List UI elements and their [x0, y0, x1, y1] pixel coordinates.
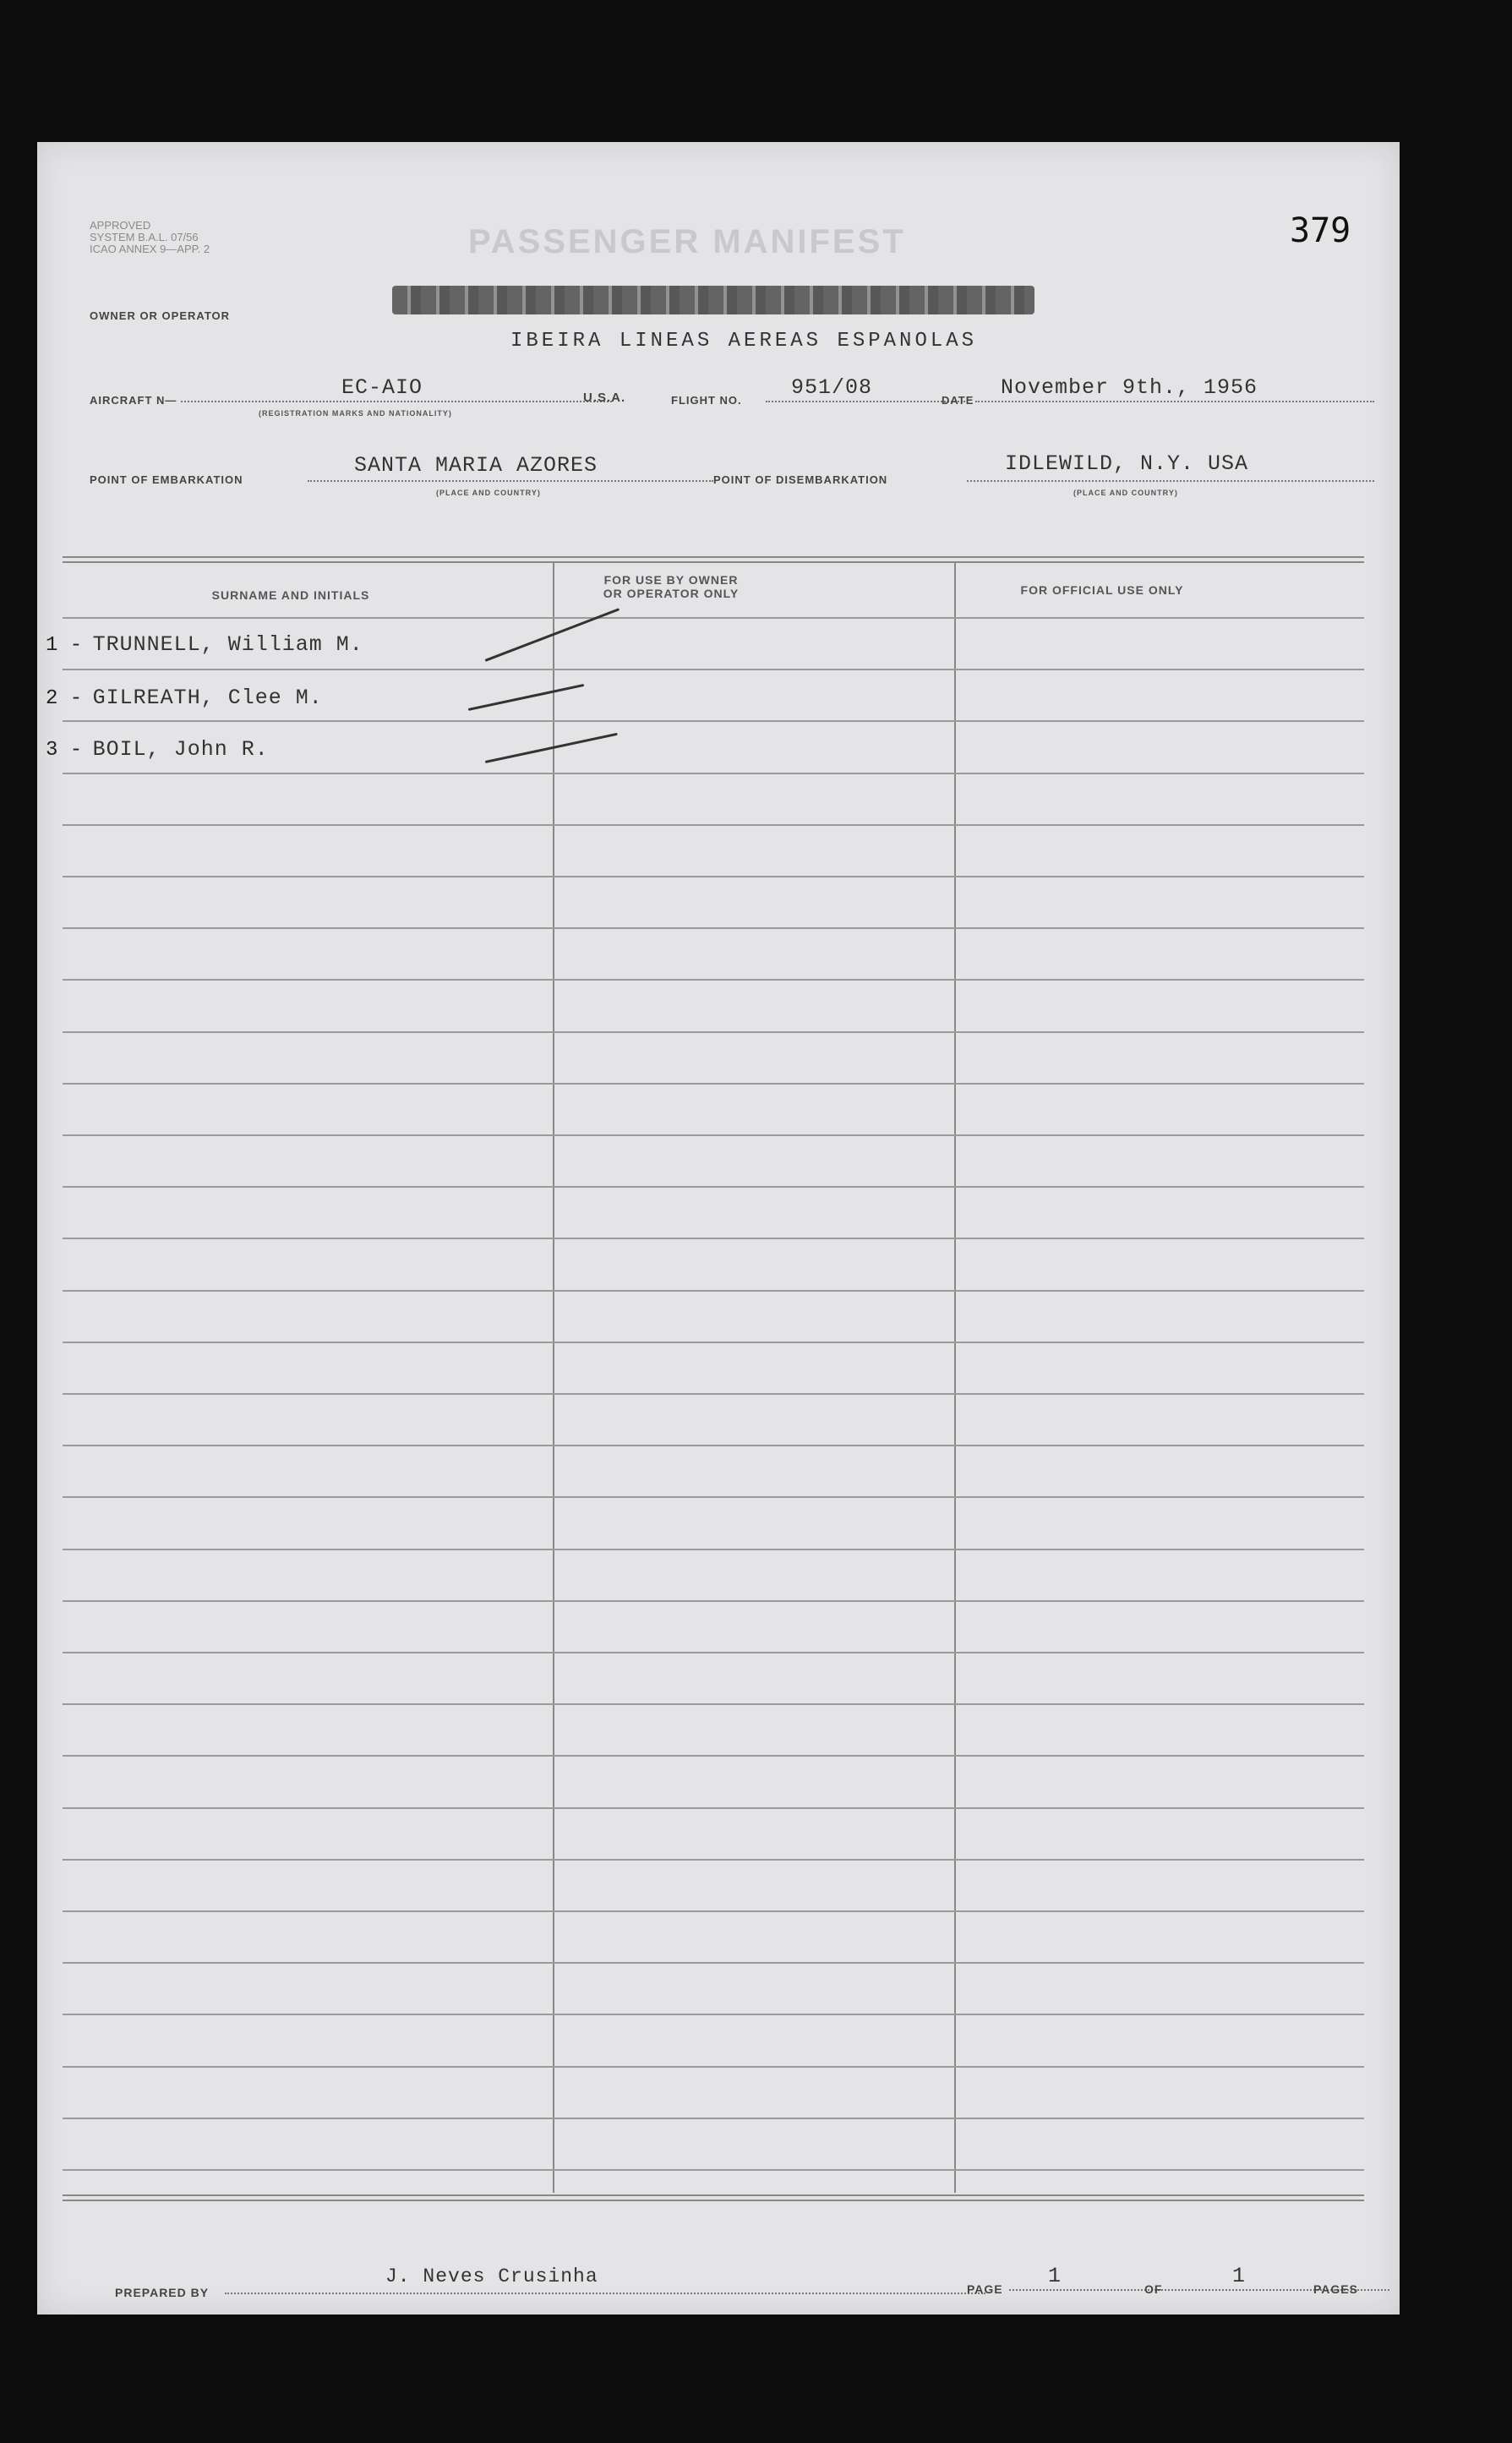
embarkation-value: SANTA MARIA AZORES — [354, 453, 598, 478]
row-rule — [63, 876, 1364, 877]
row-rule — [63, 2169, 1364, 2171]
row-number: 3 - — [46, 739, 83, 762]
approval-note: APPROVED SYSTEM B.A.L. 07/56 ICAO ANNEX 9—APP. 2 — [90, 219, 210, 255]
owner-label: OWNER OR OPERATOR — [90, 309, 231, 322]
row-rule — [63, 2014, 1364, 2015]
manifest-sheet — [37, 142, 1400, 2315]
row-rule — [63, 1445, 1364, 1446]
row-rule — [63, 2118, 1364, 2119]
row-rule — [63, 824, 1364, 826]
row-rule — [63, 1186, 1364, 1188]
passenger-name: TRUNNELL, William M. — [92, 632, 363, 657]
aircraft-value: EC-AIO — [341, 375, 423, 400]
date-label: DATE — [942, 394, 974, 407]
row-rule — [63, 669, 1364, 670]
row-rule — [63, 1083, 1364, 1085]
row-rule — [63, 1496, 1364, 1498]
passenger-name: GILREATH, Clee M. — [92, 686, 323, 710]
flight-value: 951/08 — [791, 375, 873, 400]
row-rule — [63, 720, 1364, 722]
prepared-by-label: PREPARED BY — [115, 2286, 210, 2299]
row-rule — [63, 1393, 1364, 1395]
check-mark — [468, 684, 585, 711]
pages-label: PAGES — [1313, 2282, 1358, 2296]
row-rule — [63, 979, 1364, 981]
check-mark — [485, 733, 618, 763]
aircraft-label: AIRCRAFT N— — [90, 394, 177, 407]
row-rule — [63, 1238, 1364, 1239]
embarkation-label: POINT OF EMBARKATION — [90, 473, 243, 486]
row-number: 2 - — [46, 687, 83, 710]
row-rule — [63, 1652, 1364, 1653]
row-rule — [63, 1600, 1364, 1602]
row-rule — [63, 1703, 1364, 1705]
row-rule — [63, 1755, 1364, 1757]
col-official-header: FOR OFFICIAL USE ONLY — [1020, 583, 1184, 597]
row-rule — [63, 617, 1364, 619]
of-label: OF — [1144, 2282, 1163, 2296]
passenger-row-2 — [46, 686, 323, 710]
flight-label: FLIGHT NO. — [671, 394, 742, 407]
col-owner-use-header: FOR USE BY OWNER OR OPERATOR ONLY — [603, 573, 740, 600]
passenger-row-3 — [46, 737, 269, 762]
of-value: 1 — [1232, 2264, 1247, 2288]
row-rule — [63, 1031, 1364, 1033]
passenger-name: BOIL, John R. — [92, 737, 269, 762]
page-value: 1 — [1048, 2264, 1062, 2288]
row-rule — [63, 1342, 1364, 1343]
row-rule — [63, 1807, 1364, 1809]
row-rule — [63, 1290, 1364, 1292]
owner-value: IBEIRA LINEAS AEREAS ESPANOLAS — [510, 330, 978, 353]
prepared-by-value: J. Neves Crusinha — [385, 2265, 598, 2287]
disembarkation-label: POINT OF DISEMBARKATION — [713, 473, 888, 486]
usa-label: U.S.A. — [583, 391, 626, 405]
form-title: PASSENGER MANIFEST — [468, 223, 906, 260]
row-rule — [63, 1910, 1364, 1912]
row-rule — [63, 1859, 1364, 1861]
row-rule — [63, 1549, 1364, 1550]
page-stamp: 379 — [1290, 211, 1351, 250]
date-value: November 9th., 1956 — [1001, 375, 1258, 400]
passenger-row-1 — [46, 632, 363, 657]
row-rule — [63, 2066, 1364, 2068]
row-number: 1 - — [46, 634, 83, 657]
row-rule — [63, 1962, 1364, 1964]
row-rule — [63, 1134, 1364, 1136]
row-rule — [63, 773, 1364, 774]
embarkation-sub-label: (PLACE AND COUNTRY) — [436, 489, 541, 497]
col-surname-header: SURNAME AND INITIALS — [211, 588, 370, 602]
row-rule — [63, 927, 1364, 929]
struck-out-text — [392, 286, 1034, 314]
page-label: PAGE — [967, 2282, 1003, 2296]
disembarkation-value: IDLEWILD, N.Y. USA — [1005, 451, 1249, 476]
disembarkation-sub-label: (PLACE AND COUNTRY) — [1073, 489, 1178, 497]
aircraft-sub-label: (REGISTRATION MARKS AND NATIONALITY) — [259, 409, 452, 418]
